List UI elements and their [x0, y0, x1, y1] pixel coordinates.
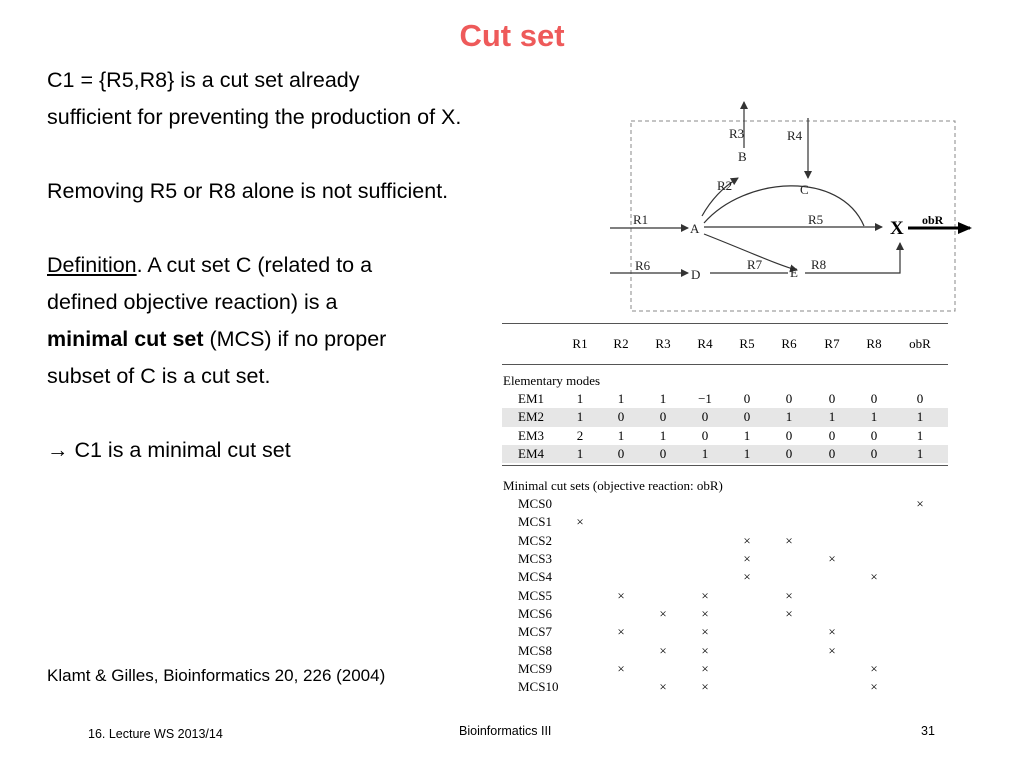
em-cell: 1 [916, 427, 924, 443]
body-line-1: C1 = {R5,R8} is a cut set already [47, 68, 360, 92]
em-cell: 0 [701, 409, 709, 425]
em-row-label: EM3 [518, 427, 544, 443]
metabolite-x: X [890, 218, 904, 239]
mcs-row [502, 605, 948, 623]
em-cell: 0 [743, 409, 751, 425]
cut-mark: × [659, 605, 667, 621]
mcs-row-label: MCS3 [518, 551, 552, 567]
em-cell: 2 [576, 427, 584, 443]
cut-mark: × [701, 660, 709, 676]
footer-lecture: 16. Lecture WS 2013/14 [88, 727, 223, 741]
em-row-label: EM2 [518, 409, 544, 425]
label-r4: R4 [787, 128, 803, 143]
definition-rest: . A cut set C (related to a [136, 253, 373, 277]
mcs-row [502, 550, 948, 568]
mcs-row [502, 660, 948, 678]
em-cell: 0 [828, 391, 836, 406]
label-obr: obR [922, 213, 944, 227]
em-cell: 0 [617, 409, 625, 425]
em-cell: 1 [576, 409, 584, 425]
mcs-line [47, 321, 547, 358]
cut-mark: × [701, 587, 709, 603]
mcs-row [502, 587, 948, 605]
conclusion-text: C1 is a minimal cut set [68, 438, 291, 462]
mcs-row [502, 568, 948, 586]
mcs-row [502, 532, 948, 550]
label-r7: R7 [747, 257, 763, 272]
reference: Klamt & Gilles, Bioinformatics 20, 226 (2004) [47, 666, 386, 685]
mcs-rest: (MCS) if no proper [203, 327, 387, 351]
cut-mark: × [870, 660, 878, 676]
cut-mark: × [659, 642, 667, 658]
body-text [47, 62, 547, 469]
cut-mark: × [617, 660, 625, 676]
mcs-section-title: Minimal cut sets (objective reaction: obR) [503, 478, 723, 494]
em-cell: 0 [785, 445, 793, 461]
label-r2: R2 [717, 178, 733, 193]
mcs-row-label: MCS5 [518, 587, 552, 603]
cut-mark: × [701, 642, 709, 658]
em-rows [502, 390, 948, 463]
em-rule [502, 465, 948, 466]
label-r5: R5 [808, 212, 824, 227]
em-section-title: Elementary modes [503, 373, 601, 388]
em-row [502, 427, 948, 445]
modes-table [502, 323, 948, 696]
column-header-r2: R2 [613, 336, 629, 351]
mcs-row [502, 623, 948, 641]
table-header-rule [502, 364, 948, 365]
body-line-7: subset of C is a cut set. [47, 364, 271, 388]
em-cell: 0 [617, 445, 625, 461]
cut-mark: × [828, 551, 836, 567]
mcs-row-label: MCS0 [518, 496, 552, 512]
conclusion-line [47, 432, 547, 469]
em-cell: 1 [617, 427, 625, 443]
mcs-row-label: MCS4 [518, 569, 552, 585]
em-cell: 0 [828, 445, 836, 461]
column-header-r5: R5 [739, 336, 755, 351]
body-line-5: defined objective reaction) is a [47, 290, 338, 314]
em-row [502, 390, 948, 408]
em-cell: 1 [576, 391, 584, 406]
mcs-row-label: MCS7 [518, 624, 552, 640]
cut-mark: × [701, 624, 709, 640]
em-cell: 0 [916, 391, 924, 406]
cut-mark: × [617, 587, 625, 603]
metabolite-c: C [800, 182, 809, 197]
em-cell: 1 [870, 409, 878, 425]
column-header-r8: R8 [866, 336, 882, 351]
em-row [502, 408, 948, 426]
em-cell: 1 [659, 391, 667, 406]
em-cell: 1 [916, 409, 924, 425]
body-line-2: sufficient for preventing the production of X. [47, 105, 462, 129]
table-header [502, 324, 948, 364]
cut-mark: × [785, 587, 793, 603]
column-header-r6: R6 [781, 336, 797, 351]
cut-mark: × [785, 605, 793, 621]
em-cell: 0 [870, 391, 878, 406]
em-cell: 0 [870, 445, 878, 461]
cut-mark: × [743, 569, 751, 585]
mcs-row-label: MCS6 [518, 605, 552, 621]
em-cell: 1 [701, 445, 709, 461]
label-r6: R6 [635, 258, 651, 273]
em-cell: 0 [785, 391, 793, 406]
footer-course: Bioinformatics III [459, 724, 552, 738]
metabolite-d: D [691, 267, 701, 282]
cut-mark: × [617, 624, 625, 640]
em-row-label: EM1 [518, 391, 544, 406]
cut-mark: × [828, 642, 836, 658]
definition-line [47, 247, 547, 284]
mcs-row-label: MCS1 [518, 514, 552, 530]
column-header-r4: R4 [697, 336, 713, 351]
mcs-row [502, 495, 948, 513]
footer-page-number: 31 [921, 724, 935, 738]
column-header-r7: R7 [824, 336, 840, 351]
em-cell: 1 [785, 409, 793, 425]
metabolite-e: E [790, 265, 798, 280]
cut-mark: × [828, 624, 836, 640]
em-cell: 0 [870, 427, 878, 443]
mcs-term: minimal cut set [47, 327, 204, 351]
em-row [502, 445, 948, 463]
column-header-r3: R3 [655, 336, 671, 351]
em-cell: 0 [785, 427, 793, 443]
em-row-label: EM4 [518, 445, 544, 461]
em-cell: 1 [659, 427, 667, 443]
label-r1: R1 [633, 212, 649, 227]
mcs-row [502, 513, 948, 531]
slide-title: Cut set [459, 18, 565, 53]
mcs-row [502, 642, 948, 660]
em-cell: 0 [659, 445, 667, 461]
mcs-rows [502, 495, 948, 696]
cut-mark: × [870, 679, 878, 695]
cut-mark: × [576, 514, 584, 530]
em-cell: −1 [698, 391, 712, 406]
em-cell: 0 [659, 409, 667, 425]
cut-mark: × [743, 532, 751, 548]
implies-arrow: → [47, 438, 69, 462]
mcs-row-label: MCS9 [518, 660, 552, 676]
mcs-row-label: MCS8 [518, 642, 552, 658]
em-cell: 1 [916, 445, 924, 461]
em-cell: 1 [743, 427, 751, 443]
column-header-r1: R1 [572, 336, 588, 351]
metabolite-a: A [690, 221, 700, 236]
mcs-row-label: MCS2 [518, 532, 552, 548]
cut-mark: × [785, 532, 793, 548]
em-cell: 1 [617, 391, 625, 406]
definition-term: Definition [47, 253, 137, 277]
mcs-row [502, 678, 948, 696]
label-r8: R8 [811, 257, 827, 272]
label-r3: R3 [729, 126, 745, 141]
mcs-row-label: MCS10 [518, 679, 559, 695]
network-diagram [600, 98, 980, 316]
em-cell: 1 [828, 409, 836, 425]
cut-mark: × [743, 551, 751, 567]
cut-mark: × [701, 605, 709, 621]
metabolite-b: B [738, 149, 747, 164]
cut-mark: × [659, 679, 667, 695]
em-cell: 0 [743, 391, 751, 406]
body-line-3: Removing R5 or R8 alone is not sufficient. [47, 179, 449, 203]
em-cell: 1 [743, 445, 751, 461]
em-cell: 0 [701, 427, 709, 443]
system-boundary [631, 121, 955, 311]
em-cell: 0 [828, 427, 836, 443]
cut-mark: × [916, 496, 924, 512]
cut-mark: × [701, 679, 709, 695]
em-cell: 1 [576, 445, 584, 461]
column-header-obr: obR [909, 336, 931, 351]
cut-mark: × [870, 569, 878, 585]
